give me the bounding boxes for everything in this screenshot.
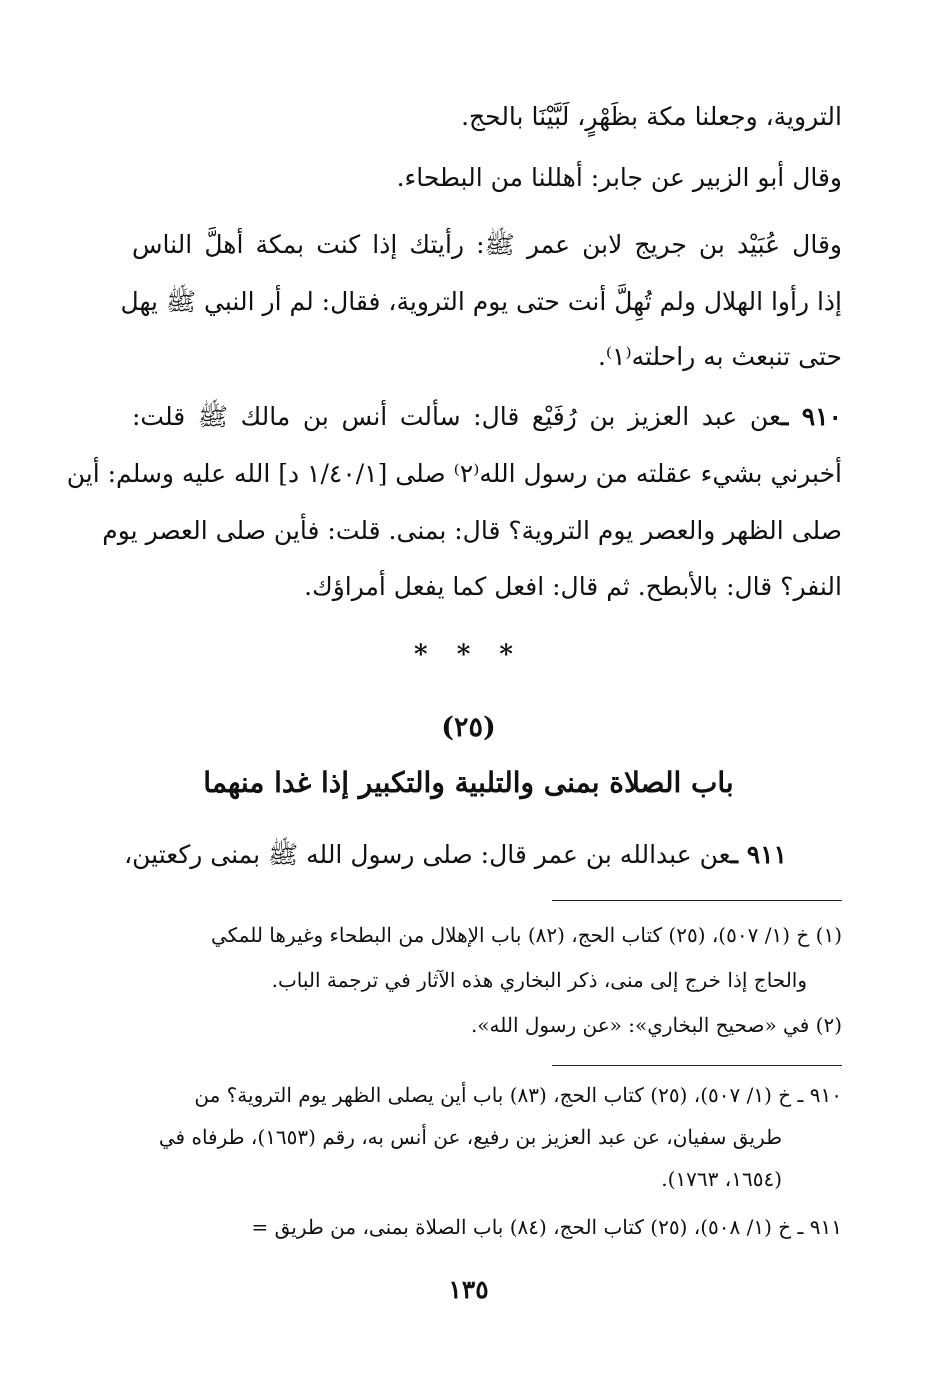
page-number: ١٣٥: [448, 1275, 489, 1304]
hadith-910-line-1: [132, 400, 842, 436]
takhrij-910-line-2: طريق سفيان، عن عبد العزيز بن رفيع، عن أنس به، رقم (١٦٥٣)، طرفاه في: [158, 1125, 782, 1149]
hadith-911-line: [124, 838, 787, 874]
hadith-910-line-3: صلى الظهر والعصر يوم التروية؟ قال: بمنى. قلت: فأين صلى العصر يوم: [102, 516, 842, 545]
takhrij-910-line-3: (١٦٥٤، ١٧٦٣).: [661, 1167, 782, 1191]
body-line-4: إذا رأوا الهلال ولم تُهِلَّ أنت حتى يوم التروية، فقال: لم أر النبي ﷺ يهل: [120, 287, 842, 316]
body-line-2: وقال أبو الزبير عن جابر: أهللنا من البطحاء.: [396, 163, 842, 192]
chapter-number: (٢٥): [441, 712, 496, 743]
hadith-911-number: ٩١١ ـ: [730, 840, 787, 869]
footnote-divider: [552, 900, 842, 901]
takhrij-911-line-1: ٩١١ ـ خ (١/ ٥٠٨)، (٢٥) كتاب الحج، (٨٤) باب الصلاة بمنى، من طريق =: [251, 1215, 842, 1239]
footnote-2: (٢) في «صحيح البخاري»: «عن رسول الله».: [470, 1013, 842, 1037]
takhrij-divider: [552, 1065, 842, 1066]
takhrij-910-line-1: ٩١٠ ـ خ (١/ ٥٠٧)، (٢٥) كتاب الحج، (٨٣) باب أين يصلى الظهر يوم التروية؟ من: [194, 1083, 842, 1107]
hadith-910-line-2: أخبرني بشيء عقلته من رسول الله⁽٢⁾ صلى [١/٤٠/١ د] الله عليه وسلم: أين: [66, 459, 842, 488]
chapter-title: باب الصلاة بمنى والتلبية والتكبير إذا غدا منهما: [203, 766, 734, 799]
body-line-1: التروية، وجعلنا مكة بظَهْرٍ، لَبَّيْنَا بالحج.: [461, 102, 842, 131]
section-separator: * * *: [414, 640, 523, 670]
body-line-3: وقال عُبَيْد بن جريج لابن عمر ﷺ: رأيتك إذا كنت بمكة أهلَّ الناس: [132, 230, 842, 259]
footnote-1-line-1: (١) خ (١/ ٥٠٧)، (٢٥) كتاب الحج، (٨٢) باب الإهلال من البطحاء وغيرها للمكي: [210, 923, 842, 947]
hadith-911-text: عن عبدالله بن عمر قال: صلى رسول الله ﷺ بمنى ركعتين،: [124, 840, 731, 869]
hadith-910-number: ٩١٠ ـ: [781, 402, 842, 431]
footnote-1-line-2: والحاج إذا خرج إلى منى، ذكر البخاري هذه الآثار في ترجمة الباب.: [271, 968, 807, 992]
body-line-5: حتى تنبعث به راحلته⁽١⁾.: [597, 342, 842, 371]
hadith-910-text-1: عن عبد العزيز بن رُفَيْع قال: سألت أنس بن مالك ﷺ قلت:: [132, 402, 782, 431]
hadith-910-line-4: النفر؟ قال: بالأبطح. ثم قال: افعل كما يفعل أمراؤك.: [304, 572, 842, 601]
